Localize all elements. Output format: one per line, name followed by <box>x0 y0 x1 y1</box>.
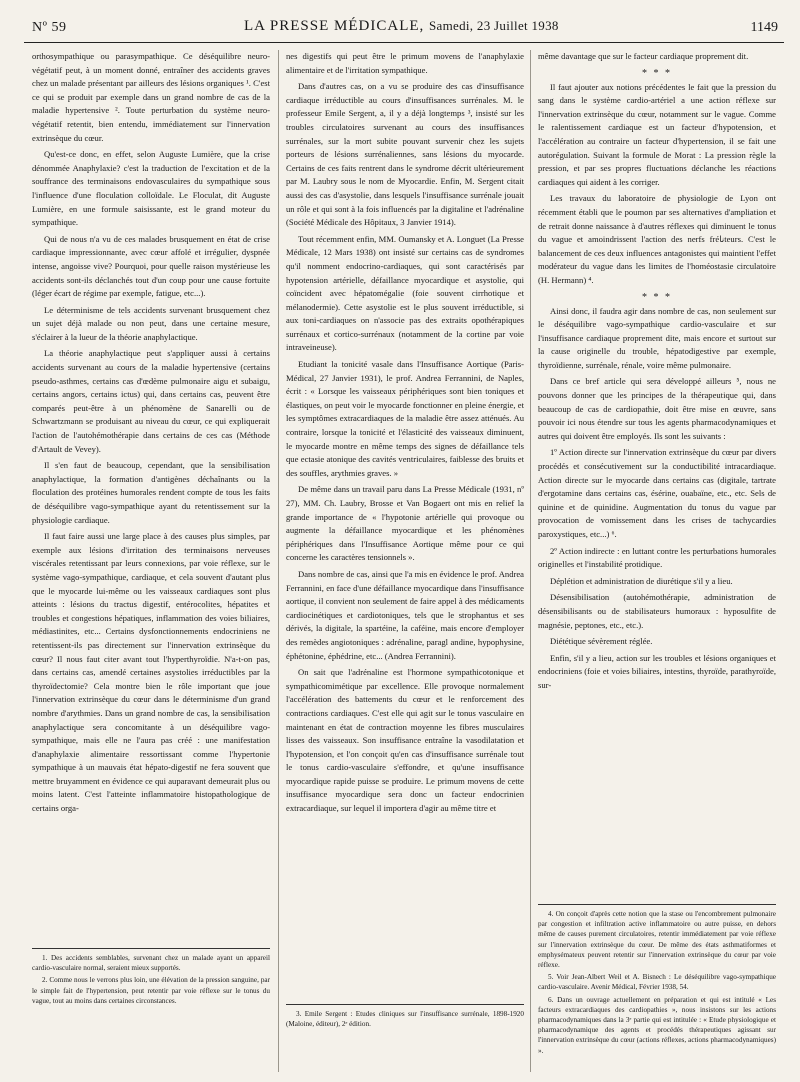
paragraph: Diététique sévèrement réglée. <box>550 636 653 647</box>
footnote: 2. Comme nous le verrons plus loin, une élévation de la pression sanguine, par le simple fait de l'hypertension, peut retentir par voie réflexe sur le tonus du vague, tout au moins dans certaines circonstances. <box>32 976 270 1005</box>
paragraph: Qu'est-ce donc, en effet, selon Auguste Lumière, que la crise dénommée Anaphylaxie? c'est la traduction de l'excitation et de la souffrance des terminaisons endovasculaires du sympathique sous l'influence d'une floculation colloïdale. Le Floculat, dit Auguste Lumière, en une formule saisissante, est le grand moteur du sympathique. <box>32 149 270 228</box>
column-3 <box>538 50 776 696</box>
column-2 <box>286 50 524 819</box>
footnote: 3. Emile Sergent : Etudes cliniques sur l'insuffisance surrénale, 1898-1920 (Maloine, éditeur), 2ᵉ édition. <box>286 1010 524 1029</box>
paragraph: même davantage que sur le facteur cardiaque proprement dit. <box>538 51 749 61</box>
paragraph: On sait que l'adrénaline est l'hormone sympathicotonique et sympathicomimétique par excellence. Elle provoque normalement l'accélération des battements du cœur et le renforcement des contractions cardiaques. C'est elle qui agit sur le tonus vasculaire en maintenant en état de contraction moyenne les fibres musculaires lisses des vaisseaux. Son insuffisance entraîne la vasodilatation et l'hypotension, et l'on conçoit qu'en cas d'insuffisance surrénale tout le tonus cardio-vasculaire s'effondre, et qu'une insuffisance myocardique rapide puisse se produire. Le primum movens de cette insuffisance myocardique sera donc un facteur endocrinien extracardiaque, sur lequel il importera d'agir au même titre et <box>286 667 524 814</box>
paragraph: orthosympathique ou parasympathique. Ce déséquilibre neuro-végétatif peut, à un moment donné, entraîner des accidents graves chez un malade présentant par ailleurs des lésions organiques ¹. C'est ce qui se produit par exemple dans un grand nombre de cas de la maladie hypertensive ². Toute perturbation du système neuro-végétatif retentit, bien entendu, immédiatement sur l'innervation extrinsèque du cœur. <box>32 51 270 143</box>
paragraph: nes digestifs qui peut être le primum movens de l'anaphylaxie alimentaire et de l'irritation sympathique. <box>286 51 524 75</box>
footnotes-column-2 <box>286 1004 524 1031</box>
footnote: 5. Voir Jean-Albert Weil et A. Bisnech : Le déséquilibre vago-sympathique cardio-vasculaire. Avenir Médical, Février 1938, 54. <box>538 973 776 992</box>
paragraph: Qui de nous n'a vu de ces malades brusquement en état de crise cardiaque impressionnante, avec cœur affolé et irrégulier, dyspnée intense, angoisse vive? Pourquoi, pour quelle raison mystérieuse les accidents sont-ils déclanchés tout d'un coup pour une cause fortuite (léger écart de régime par exemple, fatigue, etc...). <box>32 233 270 299</box>
paragraph: Déplétion et administration de diurétique s'il y a lieu. <box>550 575 733 586</box>
paragraph: 1º Action directe sur l'innervation extrinsèque du cœur par divers procédés et consécutivement sur la conductibilité intracardiaque. Action directe sur le myocarde dans certains cas (digitale, tartrate d'ergotamine dans certains cas, ésérine, ouabaïne, etc., etc. Sels de quinine et de quinidine. Augmentation du tonus du vague par provocation de vomissement dans les crises de tachycardies paroxystiques, etc...) ⁶. <box>538 447 776 539</box>
paragraph: Dans nombre de cas, ainsi que l'a mis en évidence le prof. Andrea Ferrannini, en face d'une défaillance myocardique dans l'insuffisance aortique, il convient non seulement de faire appel à des médicaments cardiocinétiques et cardiotoniques, tels que le strophantus et ses dérivés, la digitale, la spartéine, la caféine, mais encore d'employer des remèdes angiotoniques : adrénaline, paragl andine, hypophysine, éphétonine, éphédrine, etc... (Andrea Ferrannini). <box>286 568 524 661</box>
journal-name: LA PRESSE MÉDICALE, <box>244 18 425 34</box>
issue-date: Samedi, 23 Juillet 1938 <box>429 18 559 33</box>
column-divider <box>278 50 279 1072</box>
paragraph: 2º Action indirecte : en luttant contre les perturbations humorales originelles et l'instabilité protidique. <box>538 545 776 570</box>
paragraph: Désensibilisation (autohémothérapie, administration de désensibilisants ou de stabilisateurs humoraux : hyposulfite de magnésie, peptones, etc., etc.). <box>538 592 776 630</box>
journal-title <box>244 18 559 35</box>
issue-number: Nº 59 <box>32 20 67 35</box>
paragraph: Dans d'autres cas, on a vu se produire des cas d'insuffisance cardiaque irréductible au cours d'insuffisances surrénales. M. le professeur Emile Sergent, a, il y a déjà longtemps ³, insisté sur les troubles circulatoires survenant au cours des insuffisances surrénales, sur la mort subite pouvant survenir chez les sujets porteurs de lésions surrénaliennes, sans lésions du myocarde. Certains de ces faits rentrent dans le syndrome décrit ultérieurement par M. Laubry sous le nom de Myocardie. Enfin, M. Sergent citait aussi des cas d'asystolie, dans lesquels l'insuffisance surrénale jouait un rôle et qui sont à la fois influencés par la digitaline et l'adrénaline (Société Médicale des Hôpitaux, 3 Janvier 1914). <box>286 81 524 228</box>
footnote: 1. Des accidents semblables, survenant chez un malade ayant un appareil cardio-vasculaire normal, seraient mieux supportés. <box>32 954 270 973</box>
page-number: 1149 <box>750 20 778 35</box>
paragraph: Il s'en faut de beaucoup, cependant, que la sensibilisation anaphylactique, la formation d'antigènes déchaînants ou la floculation des protéines humorales rendent compte de tous les faits de déséquilibre vago-sympathique ayant du retentissement sur la physiologie cardiaque. <box>32 460 270 525</box>
footnotes-column-1 <box>32 948 270 1008</box>
paragraph: De même dans un travail paru dans La Presse Médicale (1931, nº 27), MM. Ch. Laubry, Brosse et Van Bogaert ont mis en relief la grande importance de « l'hypotonie artérielle qui provoque ou augmente la défaillance myocardique et les phénomènes périphériques dans l'Insuffisance Aortique même pour ce qui concerne les caractères tensionnels ». <box>286 484 524 563</box>
paragraph: Il faut ajouter aux notions précédentes le fait que la pression du sang dans le système cardio-artériel a une action réflexe sur l'innervation extrinsèque du cœur, notamment sur le vague. Comme le ralentissement cardiaque est un facteur d'hypotension, et l'accélération au contraire un facteur d'hypertension, il se fait une autorégulation. Suivant la formule de Morat : La pression règle la pression, et par ses propres fluctuations déclanche les réactions cardiaques qui aident à les corriger. <box>538 81 776 187</box>
footnotes-column-3 <box>538 904 776 1058</box>
section-separator: * * * <box>642 291 672 303</box>
column-divider <box>530 50 531 1072</box>
paragraph: Il faut faire aussi une large place à des causes plus simples, par exemple aux lésions d'irritation des terminaisons nerveuses viscérales retentissant par leurs connexions, par voie réflexe, sur le système vago-sympathique, cardiaque, et cela souvent d'autant plus que le myocarde lui-même ou les vaisseaux cardiaques sont plus atteints : lésions du tractus digestif, entérocolites, hépatites et troubles et congestions hépatiques, inflammation des voies biliaires, médiastinites, etc... Certains dysfonctionnements endocriniens ne retentissent-ils pas directement sur l'innervation extrinsèque du cœur? Il nous faut citer avant tout l'hyperthyroïdie. N'a-t-on pas, dans certains cas, amendé certaines asystolies irréductibles par la thyroïdectomie? Cela montre bien le rôle important que joue l'innervation extrinsèque du cœur dans le déterminisme d'un grand nombre d'arythmies. Dans un grand nombre de cas, la sensibilisation anaphylactique sera concomitante à un déséquilibre vago-sympathique, mais elle ne l'aura pas créé : une manifestation d'anaphylaxie alimentaire ressortissant comme l'hypertonie sympathique à un mauvais état hépato-digestif ne fera souvent que mettre bruyamment en évidence ce qui auparavant demeurait plus ou moins latent. C'est l'atteinte inflammatoire histopathologique de certains orga- <box>32 531 270 814</box>
paragraph: Tout récemment enfin, MM. Oumansky et A. Longuet (La Presse Médicale, 12 Mars 1938) ont insisté sur certains cas de syndromes qu'il nomment endocrino-cardiaques, qui sont caractérisés par hypotension artérielle, défaillance myocardique et asystolie, qui coïncident avec hépatomégalie (foie souvent cirrhotique et mélanodermie). Cette asystolie est le plus souvent irréductible, si aux toni-cardiaques on n'associe pas des extraits opothérapiques surrénaux et cortico-surrénaux (notamment de la cortine par voie intraveineuse). <box>286 233 524 353</box>
paragraph: Dans ce bref article qui sera développé ailleurs ⁵, nous ne pouvons donner que les principes de la thérapeutique qui, dans beaucoup de cas de cardiopathie, doit être mise en œuvre, sans pouvoir ici nous étendre sur tous les agents pharmacodynamiques et autres qui doivent être employés. Ils sont les suivants : <box>538 376 776 441</box>
paragraph: Ainsi donc, il faudra agir dans nombre de cas, non seulement sur le déséquilibre vago-sympathique cardio-vasculaire et sur l'insuffisance cardiaque proprement dite, mais encore et surtout sur la cause originelle du trouble, hépatodigestive par exemple, thyroïdienne, surrénale, rénale, voire même pulmonaire. <box>538 305 776 370</box>
paragraph: Les travaux du laboratoire de physiologie de Lyon ont récemment établi que le poumon par ses alternatives d'ampliation et de retrait donne naissance à d'autres réflexes qui diminuent le tonus du vague et amoindrissent l'action des nerfs fréناteurs. C'est le balancement de ces deux influences antagonistes qui maintient l'effet modérateur du vague dans les limites de l'homéostasie circulatoire (H. Hermann) ⁴. <box>538 193 776 285</box>
column-1 <box>32 50 270 819</box>
newspaper-page <box>24 0 784 1082</box>
paragraph: Enfin, s'il y a lieu, action sur les troubles et lésions organiques et endocriniens (foie et voies biliaires, intestins, thyroïde, parathyroïde, sur- <box>538 652 776 690</box>
page-header <box>24 18 784 43</box>
section-separator: * * * <box>642 67 672 79</box>
footnote: 4. On conçoit d'après cette notion que la stase ou l'encombrement pulmonaire par congestion et infiltration active inflammatoire ou autre puisse, en dehors même de causes purement circulatoires, retentir immédiatement par voie réflexe sur l'innervation extrinsèque du cœur. De même des états asthmatiformes et emphysémateux peuvent retentir sur l'innervation extrinsèque du cœur par voie réflexe. <box>538 910 776 970</box>
paragraph: Le déterminisme de tels accidents survenant brusquement chez un sujet déjà malade ou non peut, dans une certaine mesure, s'éclairer à la lueur de la théorie anaphylactique. <box>32 304 270 342</box>
paragraph: Etudiant la tonicité vasale dans l'Insuffisance Aortique (Paris-Médical, 27 Janvier 1931), le prof. Andrea Ferrannini, de Naples, écrit : « Lorsque les vaisseaux périphériques sont bien toniques et élastiques, on peut voir le myocarde fonctionner en pleine énergie, et les symptômes extracardiaques de la maladie être assez atténués. Au contraire, lorsque la tonicité et l'élasticité des vaisseaux diminuent, le myocarde montre en même temps des signes de défaillance tels que ectasie atonique des cavités ventriculaires, faiblesse des bruits et des souffles, arythmies graves. » <box>286 359 524 478</box>
footnote: 6. Dans un ouvrage actuellement en préparation et qui est intitulé « Les facteurs extracardiaques des cardiopathies », nous insistons sur les actions pharmacodynamiques dans la 3ᵉ partie qui est intitulée : « Etude physiologique et pharmacodynamique des agents et procédés thérapeutiques agissant sur l'innervation extrinsèque du cœur (actions réflexes, actions pharmacodynamiques) ». <box>538 995 776 1055</box>
paragraph: La théorie anaphylactique peut s'appliquer aussi à certains accidents survenant au cours de la maladie hypertensive (certains pseudo-asthmes, certains cas d'œdème pulmonaire aigu et subaigu, certains angors, certains ictus) qui, dans certains cas, peuvent être comparés peut-être à un phénomène de Sanarelli ou de Schwartzmann se produisant au niveau du cœur, ce qui expliquerait l'action de l'autohémothérapie dans certains de ces cas (Méthode d'Artault de Vevey). <box>32 348 270 454</box>
